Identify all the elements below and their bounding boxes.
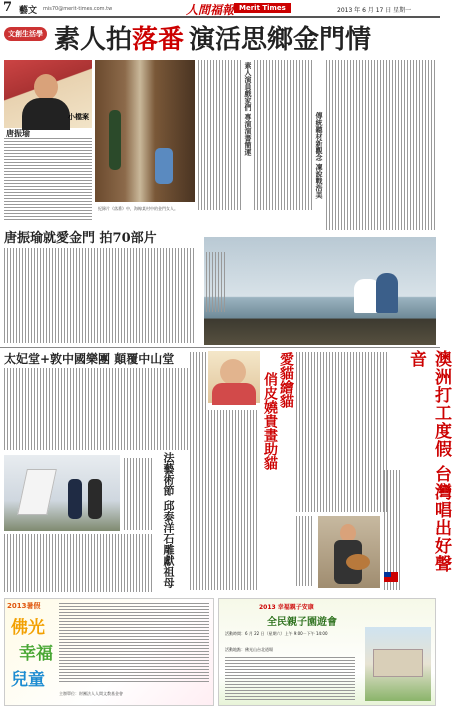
ad-right-top: 2013 幸福親子安康 — [259, 604, 314, 611]
guitar-caption — [296, 516, 314, 586]
ad-right — [218, 598, 436, 706]
cat-body-2 — [296, 352, 388, 512]
ad-right-title: 全民親子園遊會 — [267, 617, 337, 628]
sculpture-caption — [124, 458, 152, 530]
top-headline — [54, 19, 371, 56]
cat-headline-2: 俏皮嬈貴畫助貓 — [262, 372, 278, 470]
ad-left-title-2: 幸福 — [19, 644, 53, 664]
cat-artist-photo — [208, 351, 260, 403]
section-email: mis70@merit-times.com.tw — [43, 6, 113, 12]
ad-left-footer: 主辦單位：財團法人人間文教基金會 — [59, 691, 123, 696]
australia-headline: 澳洲打工度假 台灣唱出好聲音 — [406, 350, 451, 573]
top-story-body-1 — [198, 60, 242, 210]
sculpture-photo — [4, 455, 120, 531]
sea-photo — [204, 237, 436, 345]
cat-body-1 — [190, 410, 258, 590]
sea-photo-caption — [206, 252, 226, 312]
top-story-subtitle-1: 素人演員戲家們 專演演書簡運 — [244, 62, 253, 156]
cat-headline-1: 愛貓繪貓 — [278, 352, 294, 408]
top-story-subtitle-2: 傳統聽材新觀念 凜說戰浩美 — [315, 112, 324, 199]
paper-english-name: Merit Times — [234, 3, 291, 13]
profile-text — [4, 138, 92, 222]
ad-right-photo — [365, 627, 431, 701]
headline-part-a: 素人拍 — [54, 25, 133, 55]
guitar-singer-photo — [318, 516, 380, 588]
taiwan-flag-icon — [384, 572, 398, 582]
concert-body — [4, 368, 200, 450]
section-divider — [0, 347, 440, 348]
ad-right-line1: 活動時間：6 月 22 日（星期六）上午 9:00－下午 14:00 — [225, 631, 328, 636]
profile-label: 小檔案 — [68, 113, 89, 121]
top-story-body-2 — [254, 60, 314, 210]
cat-photo-caption — [190, 352, 206, 410]
issue-date: 2013 年 6 月 17 日 星期一 — [337, 7, 412, 14]
headline-red: 落番 — [132, 25, 185, 55]
sub-headline: 唐振瑜就愛金門 拍70部片 — [4, 231, 157, 246]
ad-right-line2: 活動地點：佛光山台北道場 — [225, 647, 273, 652]
ad-right-body — [225, 657, 355, 701]
top-story-body-3 — [326, 60, 436, 230]
portrait-photo — [4, 60, 92, 128]
ad-left-title-3: 兒童 — [11, 670, 45, 690]
ad-left-title-1: 佛光 — [11, 618, 45, 638]
column-tag: 文創生活學 — [4, 27, 47, 41]
person-name: 唐振瑜 — [6, 129, 30, 138]
concert-headline: 太妃堂+敦中國樂團 顛覆中山堂 — [4, 352, 175, 366]
ad-left-year: 2013暑假 — [7, 602, 41, 610]
ad-left — [4, 598, 214, 706]
paper-logo: 人間福報 — [186, 3, 235, 17]
sculptor-body — [4, 534, 154, 592]
page-number: 7 — [3, 0, 13, 15]
headline-part-b: 演活思鄉金門情 — [189, 25, 372, 55]
section-name: 藝文 — [19, 6, 38, 16]
alley-photo — [95, 60, 195, 202]
alley-photo-caption: 紀錄片《落番》中，海線某村中的金門女人。 — [98, 206, 178, 211]
sculptor-headline: 法藝術節 邱泰洋石雕獻祖母 — [162, 452, 175, 588]
sub-story-body — [4, 248, 196, 343]
ad-left-body — [59, 603, 209, 683]
